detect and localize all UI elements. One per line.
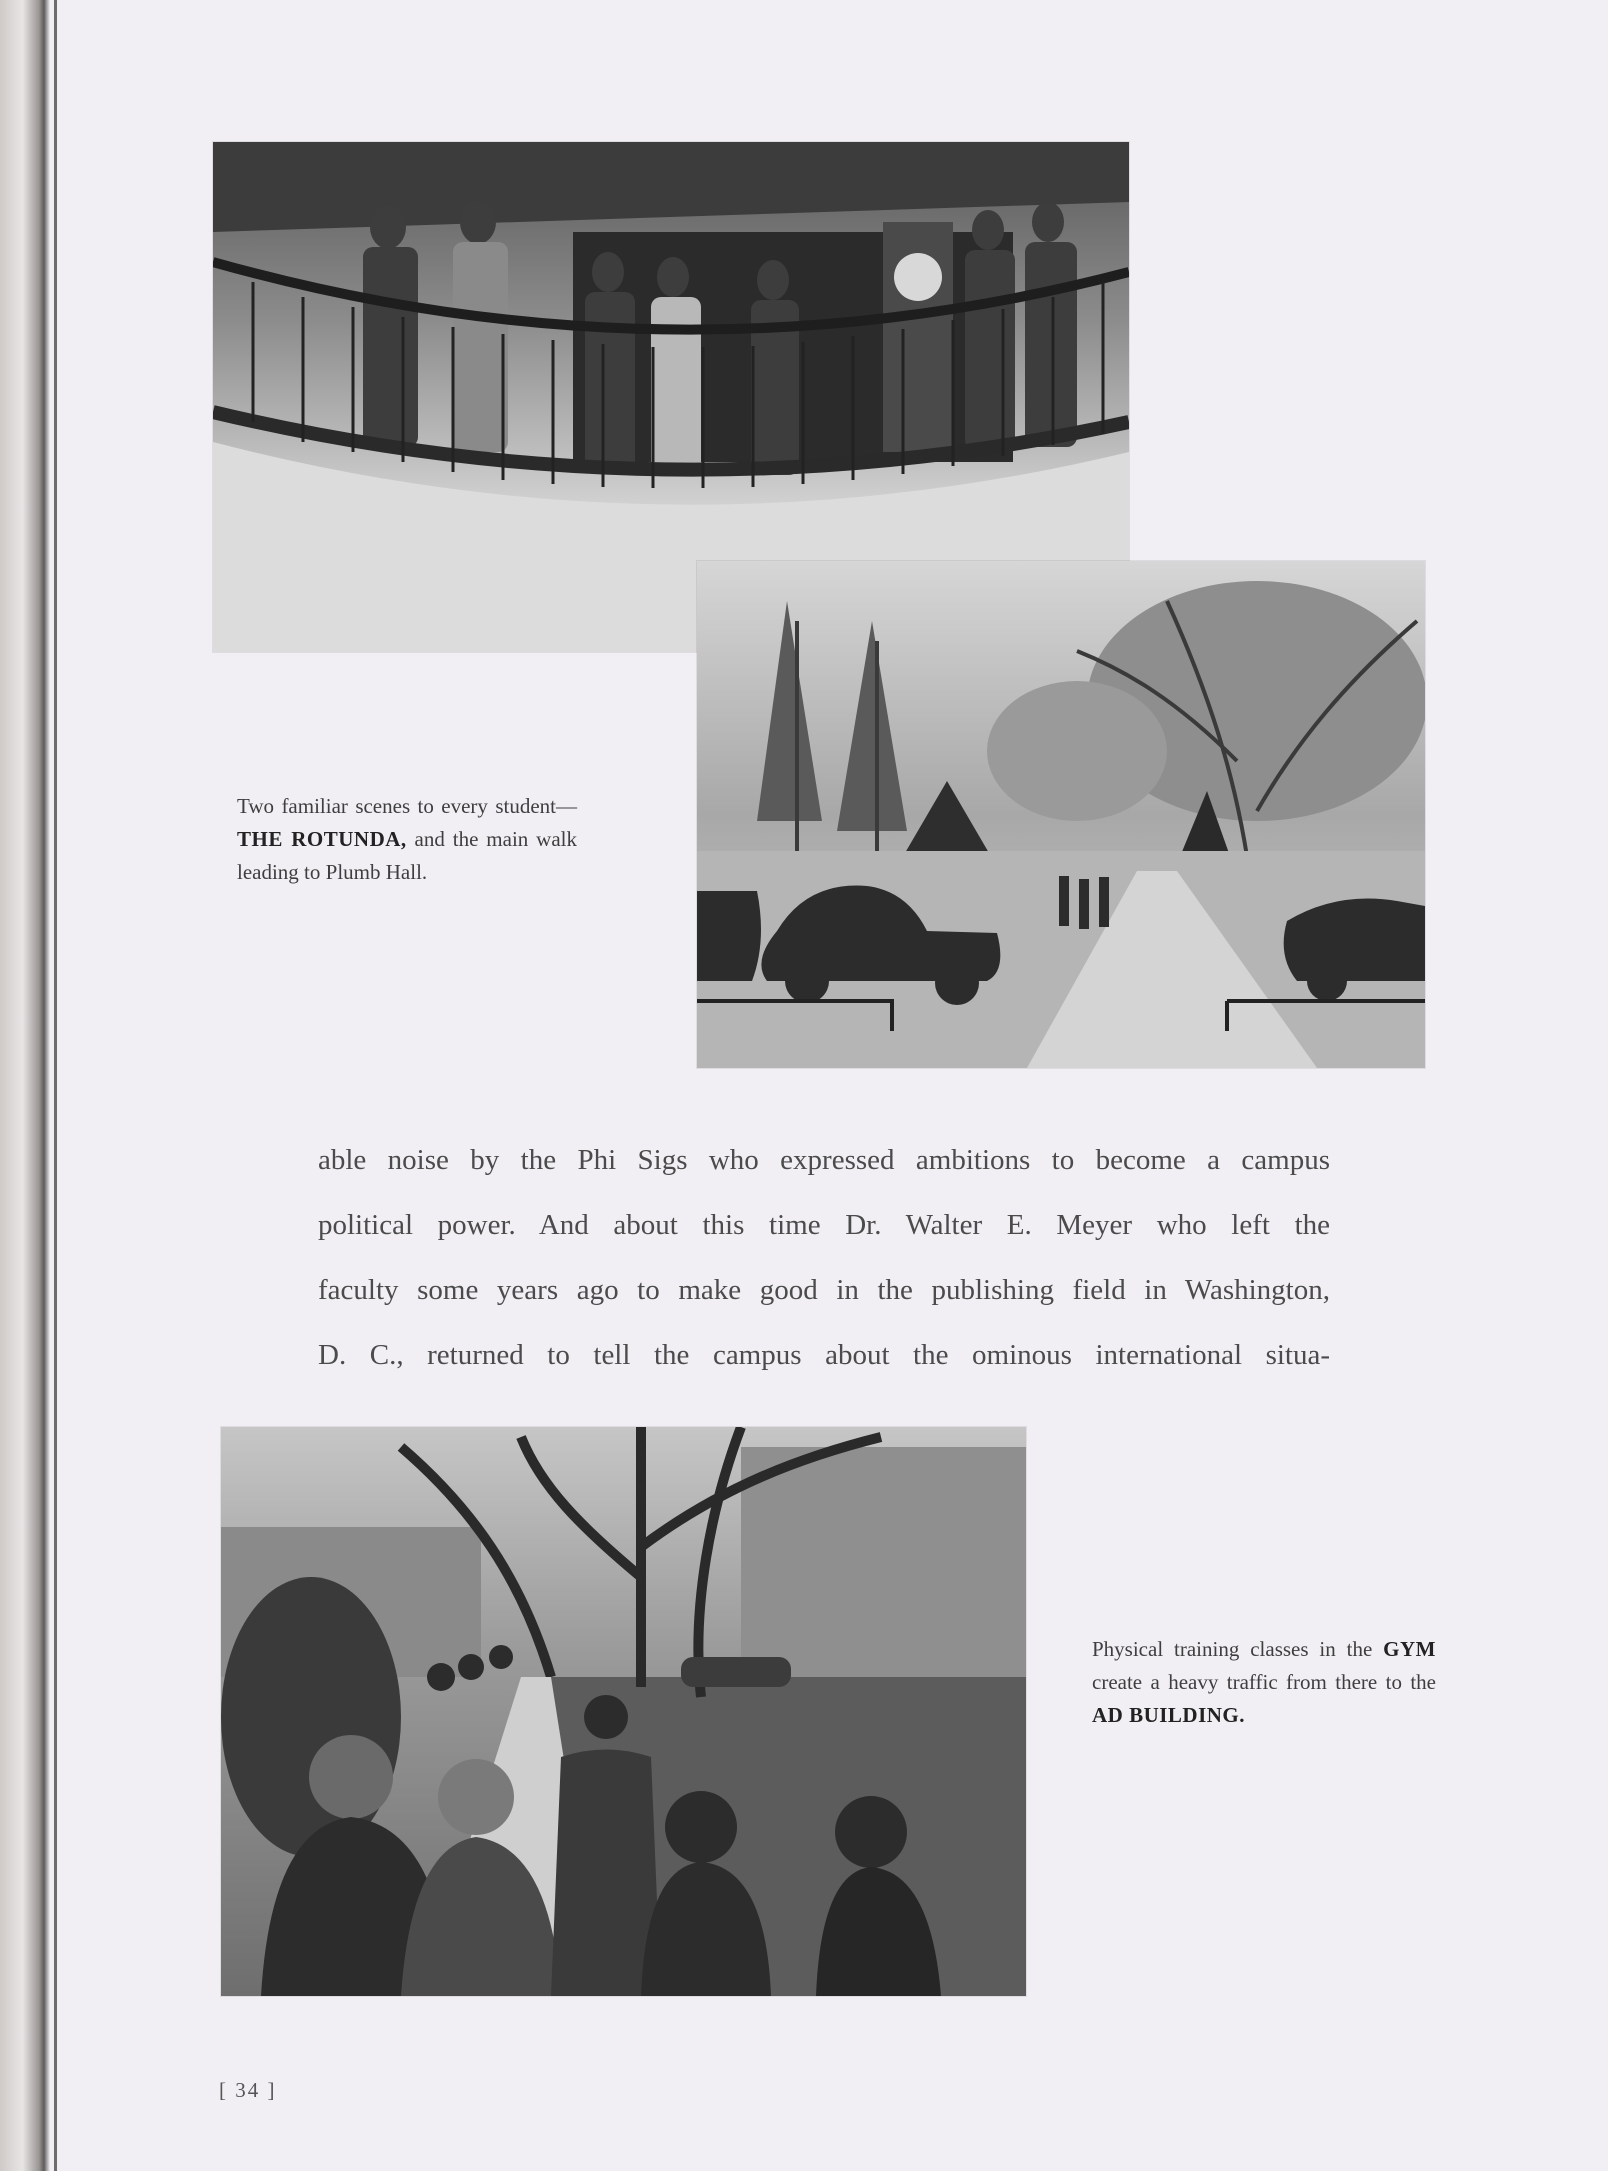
body-line-1: able noise by the Phi Sigs who expressed ambitions to become a campus — [318, 1144, 1330, 1176]
caption-highlight-ad-building: AD BUILDING. — [1092, 1703, 1246, 1727]
binding-edge — [54, 0, 57, 2171]
rotunda-caption — [237, 790, 577, 889]
page-number: [ 34 ] — [219, 2078, 277, 2102]
caption-intro: Two familiar scenes to every student— — [237, 794, 577, 818]
body-line-3: faculty some years ago to make good in the publishing field in Washington, — [318, 1274, 1330, 1306]
body-line-2: political power. And about this time Dr. Walter E. Meyer who left the — [318, 1209, 1330, 1241]
gym-caption — [1092, 1633, 1436, 1732]
main-walk-photo — [697, 561, 1425, 1068]
body-line-4: D. C., returned to tell the campus about the ominous international situa- — [318, 1339, 1330, 1371]
caption-part-1: Physical training classes in the — [1092, 1637, 1384, 1661]
caption-highlight: THE ROTUNDA, — [237, 827, 407, 851]
body-paragraph — [318, 1128, 1330, 1388]
caption-part-2: create a heavy traffic from there to the — [1092, 1670, 1436, 1694]
gym-traffic-photo — [221, 1427, 1026, 1996]
page-spine — [0, 0, 50, 2171]
caption-highlight-gym: GYM — [1383, 1637, 1436, 1661]
caption-rest: and the main walk leading to Plumb Hall. — [237, 827, 577, 884]
